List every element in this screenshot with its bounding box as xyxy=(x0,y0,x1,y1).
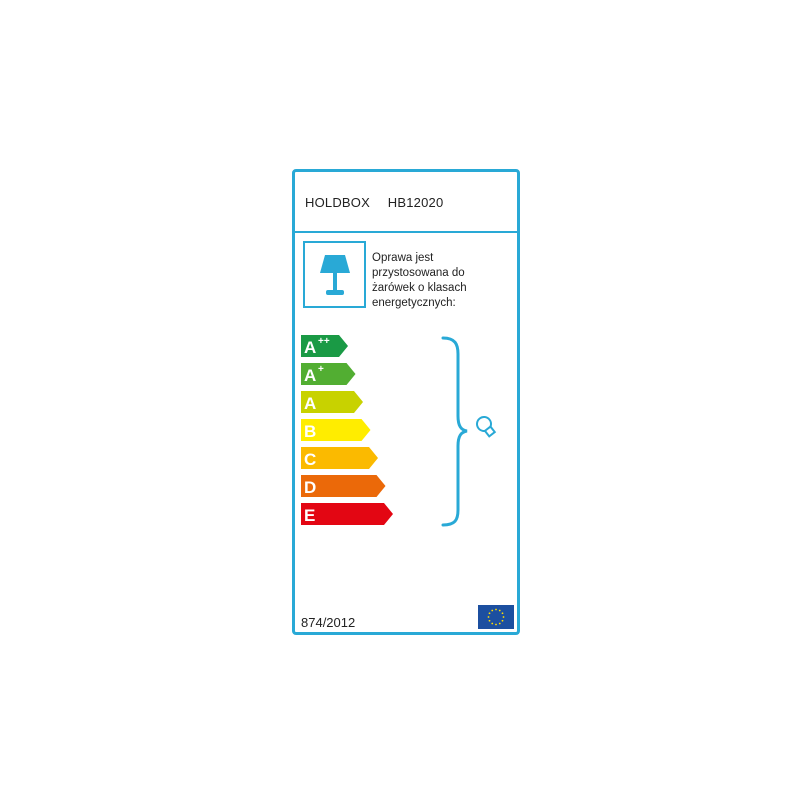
eu-star xyxy=(495,609,497,611)
description-line: Oprawa jest xyxy=(372,252,434,264)
energy-class-letter: A xyxy=(304,338,317,357)
energy-class-letter: A xyxy=(304,394,317,413)
eu-star xyxy=(488,616,490,618)
regulation-number: 874/2012 xyxy=(301,615,356,630)
eu-star xyxy=(495,624,497,626)
eu-star xyxy=(503,616,505,618)
energy-class-bar xyxy=(301,475,386,497)
eu-star xyxy=(502,612,504,614)
energy-class-letter: A xyxy=(304,366,317,385)
energy-class-letter: C xyxy=(304,450,317,469)
eu-star xyxy=(499,610,501,612)
model-number: HB12020 xyxy=(387,195,444,210)
energy-class-bar xyxy=(301,447,378,469)
energy-class-superscript: ++ xyxy=(318,336,330,347)
light-bulb-icon xyxy=(474,414,497,438)
energy-class-bar xyxy=(301,391,363,413)
energy-class-scale xyxy=(295,172,517,632)
eu-star xyxy=(491,610,493,612)
energy-class-letter: B xyxy=(304,422,317,441)
energy-class-bar xyxy=(301,335,348,357)
eu-star xyxy=(502,620,504,622)
energy-class-bar xyxy=(301,503,393,525)
description-line: żarówek o klasach xyxy=(372,282,467,294)
eu-star xyxy=(489,612,491,614)
energy-class-bar xyxy=(301,419,371,441)
energy-class-letter: D xyxy=(304,478,317,497)
eu-flag-icon xyxy=(478,605,514,629)
description-line: energetycznych: xyxy=(372,297,456,309)
eu-star xyxy=(499,623,501,625)
eu-star xyxy=(489,620,491,622)
energy-class-letter: E xyxy=(304,506,316,525)
energy-class-bar xyxy=(301,363,356,385)
description-line: przystosowana do xyxy=(372,267,465,279)
energy-label xyxy=(292,169,520,635)
class-range-brace xyxy=(443,338,467,525)
energy-class-superscript: + xyxy=(318,364,324,375)
eu-star xyxy=(491,623,493,625)
brand-name: HOLDBOX xyxy=(305,195,370,210)
